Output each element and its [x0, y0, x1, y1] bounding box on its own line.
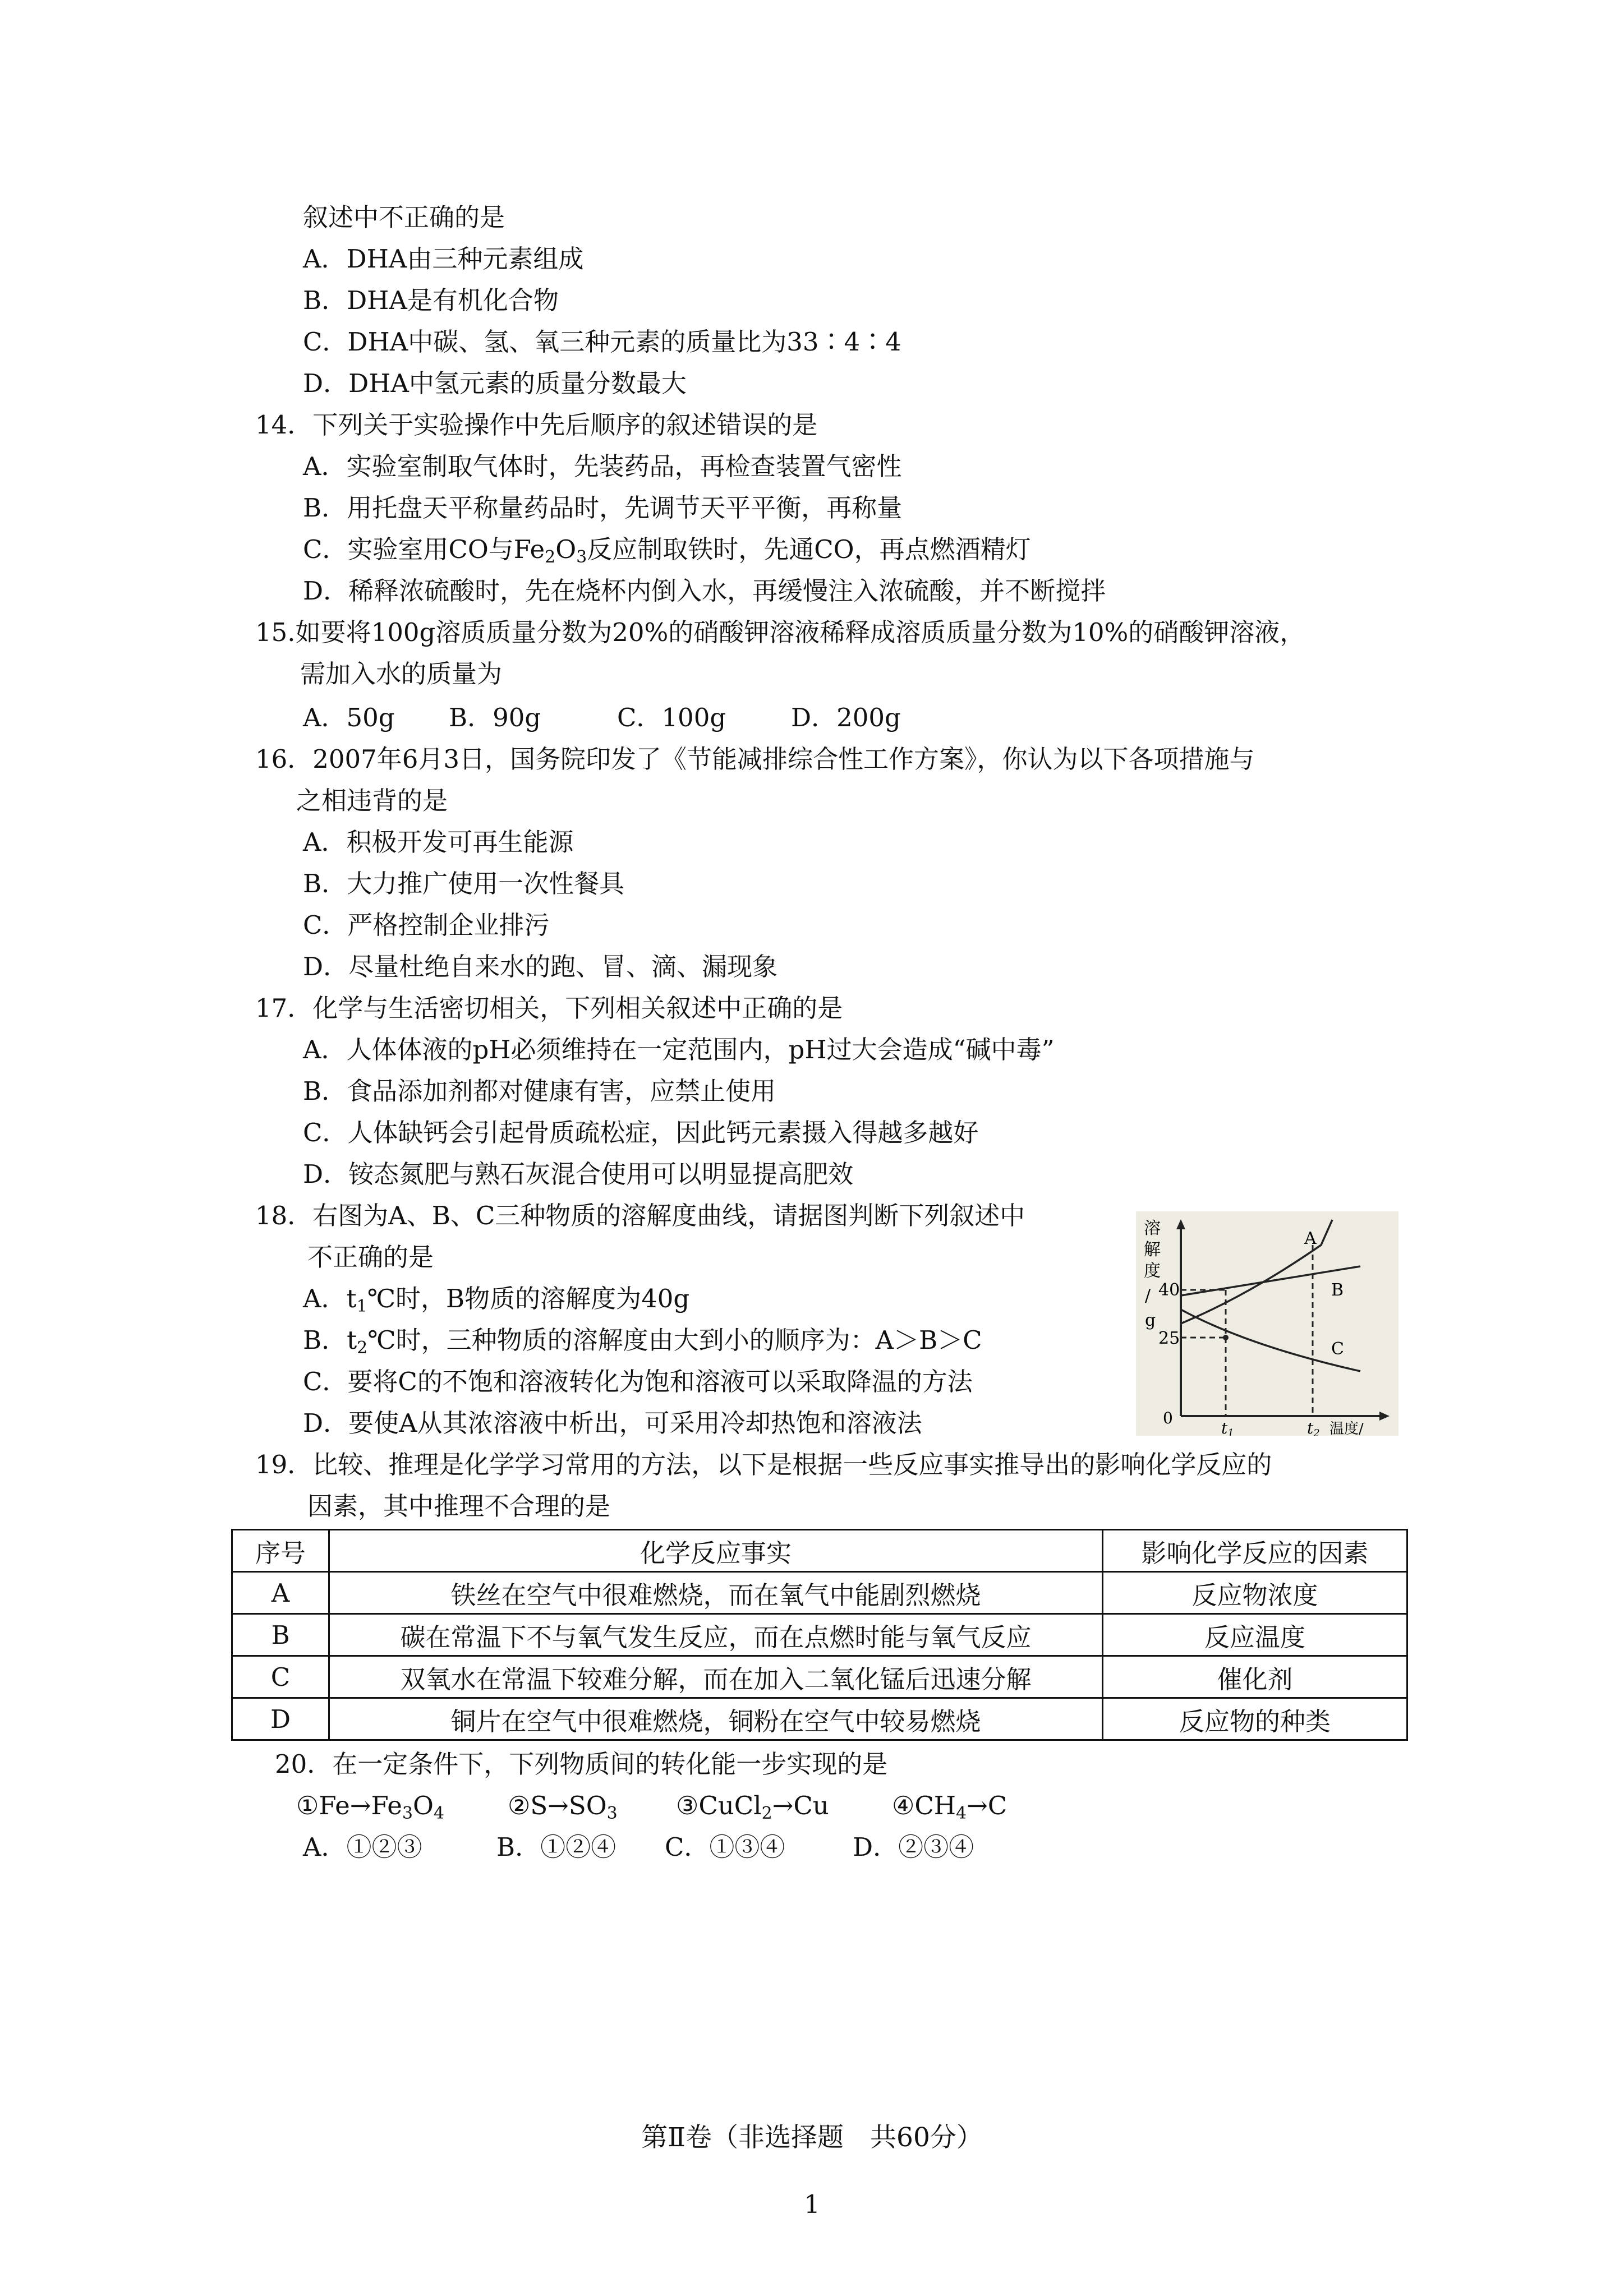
q18-option-d: D．要使A从其浓溶液中析出，可采用冷却热饱和溶液法 [303, 1408, 922, 1438]
row-b-fact: 碳在常温下不与氧气发生反应，而在点燃时能与氧气反应 [329, 1614, 1103, 1656]
table-row [232, 1614, 1407, 1656]
q20-item-2: $②S\to SO_3$ [508, 1791, 618, 1823]
q18-stem: 18．右图为A、B、C三种物质的溶解度曲线，请据图判断下列叙述中 [255, 1201, 1025, 1230]
q19-stem: 19．比较、推理是化学学习常用的方法，以下是根据一些反应事实推导出的影响化学反应的 [255, 1450, 1272, 1479]
table-header-row [232, 1530, 1407, 1572]
header-factor: 影响化学反应的因素 [1103, 1530, 1407, 1572]
q15-option-c: C．100g [617, 703, 726, 732]
tick-40: 40 [1158, 1280, 1180, 1300]
q20-item-3: ③CuCl$_2$→Cu [676, 1791, 829, 1823]
q15-stem: 15.如要将100g溶质质量分数为20%的硝酸钾溶液稀释成溶质质量分数为10%的硝酸钾溶液， [255, 617, 1305, 647]
tick-t2: t2 [1307, 1419, 1320, 1436]
reaction-facts-table [231, 1529, 1408, 1741]
q19-stem-cont: 因素，其中推理不合理的是 [307, 1491, 611, 1521]
row-a-factor: 反应物浓度 [1103, 1572, 1407, 1614]
figure-background [1136, 1211, 1398, 1436]
row-d-fact: 铜片在空气中很难燃烧，铜粉在空气中较易燃烧 [329, 1698, 1103, 1740]
tick-25: 25 [1158, 1329, 1180, 1348]
table-row [232, 1656, 1407, 1698]
q14-option-c: C．实验室用CO与$Fe_2O_3$反应制取铁时，先通CO，再点燃酒精灯 [303, 534, 1031, 567]
q17-option-d: D．铵态氮肥与熟石灰混合使用可以明显提高肥效 [303, 1159, 854, 1189]
q15-stem-cont: 需加入水的质量为 [300, 659, 503, 689]
q14-stem: 14．下列关于实验操作中先后顺序的叙述错误的是 [255, 410, 818, 440]
q13-option-d: D．DHA中氢元素的质量分数最大 [303, 368, 687, 398]
label-b: B [1331, 1280, 1344, 1300]
row-a-index: A [232, 1572, 329, 1614]
label-c: C [1331, 1339, 1344, 1359]
q15-option-a: A．50g [303, 703, 395, 732]
row-c-factor: 催化剂 [1103, 1656, 1407, 1698]
ylabel-char-1: 溶 [1144, 1219, 1161, 1238]
q20-stem: 20．在一定条件下，下列物质间的转化能一步实现的是 [275, 1749, 888, 1779]
header-index: 序号 [232, 1530, 329, 1572]
table-row [232, 1572, 1407, 1614]
section-title: 第Ⅱ卷（非选择题 共60分） [641, 2122, 983, 2153]
q14-option-b: B．用托盘天平称量药品时，先调节天平平衡，再称量 [303, 493, 903, 523]
q13-option-c: C．DHA中碳、氢、氧三种元素的质量比为33∶4∶4 [303, 327, 901, 357]
solubility-curve-figure [1136, 1211, 1398, 1436]
tick-t1: t1 [1221, 1419, 1234, 1436]
ylabel-char-3: 度 [1144, 1261, 1161, 1281]
label-a: A [1304, 1229, 1317, 1248]
q17-option-c: C．人体缺钙会引起骨质疏松症，因此钙元素摄入得越多越好 [303, 1118, 979, 1147]
q16-option-a: A．积极开发可再生能源 [303, 827, 574, 857]
q16-option-c: C．严格控制企业排污 [303, 910, 550, 940]
q20-item-1: $①Fe\to Fe_3O_4$ [296, 1791, 444, 1823]
q18-option-b: B．$t_2℃$时，三种物质的溶解度由大到小的顺序为：A＞B＞C [303, 1325, 982, 1358]
q18-option-c: C．要将C的不饱和溶液转化为饱和溶液可以采取降温的方法 [303, 1367, 973, 1396]
q13-option-a: A．DHA由三种元素组成 [303, 244, 584, 274]
q18-stem-cont: 不正确的是 [307, 1242, 434, 1272]
header-fact: 化学反应事实 [329, 1530, 1103, 1572]
intersection-point [1223, 1335, 1229, 1340]
ylabel-char-2: 解 [1144, 1240, 1161, 1260]
q16-option-b: B．大力推广使用一次性餐具 [303, 869, 625, 898]
x-axis-label: 温度/ [1329, 1421, 1364, 1436]
page-number: 1 [804, 2189, 820, 2219]
ylabel-char-5: g [1145, 1311, 1156, 1330]
q17-option-b: B．食品添加剂都对健康有害，应禁止使用 [303, 1076, 776, 1106]
row-b-factor: 反应温度 [1103, 1614, 1407, 1656]
q17-option-a: A．人体体液的pH必须维持在一定范围内，pH过大会造成“碱中毒” [303, 1035, 1055, 1064]
row-a-fact: 铁丝在空气中很难燃烧，而在氧气中能剧烈燃烧 [329, 1572, 1103, 1614]
row-d-index: D [232, 1698, 329, 1740]
row-c-index: C [232, 1656, 329, 1698]
q17-stem: 17．化学与生活密切相关，下列相关叙述中正确的是 [255, 993, 843, 1023]
table-row [232, 1698, 1407, 1740]
q20-item-4: $④CH_4\to C$ [892, 1791, 1007, 1823]
q20-option-c: C．①③④ [665, 1832, 785, 1862]
tick-origin: 0 [1163, 1409, 1173, 1427]
q20-option-b: B．①②④ [496, 1832, 617, 1862]
q20-option-d: D．②③④ [853, 1832, 974, 1862]
q16-stem-cont: 之相违背的是 [296, 786, 448, 815]
row-c-fact: 双氧水在常温下较难分解，而在加入二氧化锰后迅速分解 [329, 1656, 1103, 1698]
q13-stem-continuation: 叙述中不正确的是 [303, 202, 505, 232]
row-b-index: B [232, 1614, 329, 1656]
ylabel-char-4: / [1145, 1286, 1151, 1306]
q18-option-a: A．$t_1℃$时，B物质的溶解度为40g [303, 1284, 690, 1316]
q15-option-b: B．90g [449, 703, 541, 732]
q14-option-d: D．稀释浓硫酸时，先在烧杯内倒入水，再缓慢注入浓硫酸，并不断搅拌 [303, 576, 1106, 606]
row-d-factor: 反应物的种类 [1103, 1698, 1407, 1740]
q13-option-b: B．DHA是有机化合物 [303, 285, 559, 315]
q14-option-a: A．实验室制取气体时，先装药品，再检查装置气密性 [303, 451, 902, 481]
q15-option-d: D．200g [791, 703, 901, 732]
q20-option-a: A．①②③ [303, 1832, 422, 1862]
q16-option-d: D．尽量杜绝自来水的跑、冒、滴、漏现象 [303, 952, 778, 981]
q16-stem: 16．2007年6月3日，国务院印发了《节能减排综合性工作方案》，你认为以下各项措施与 [255, 744, 1255, 774]
